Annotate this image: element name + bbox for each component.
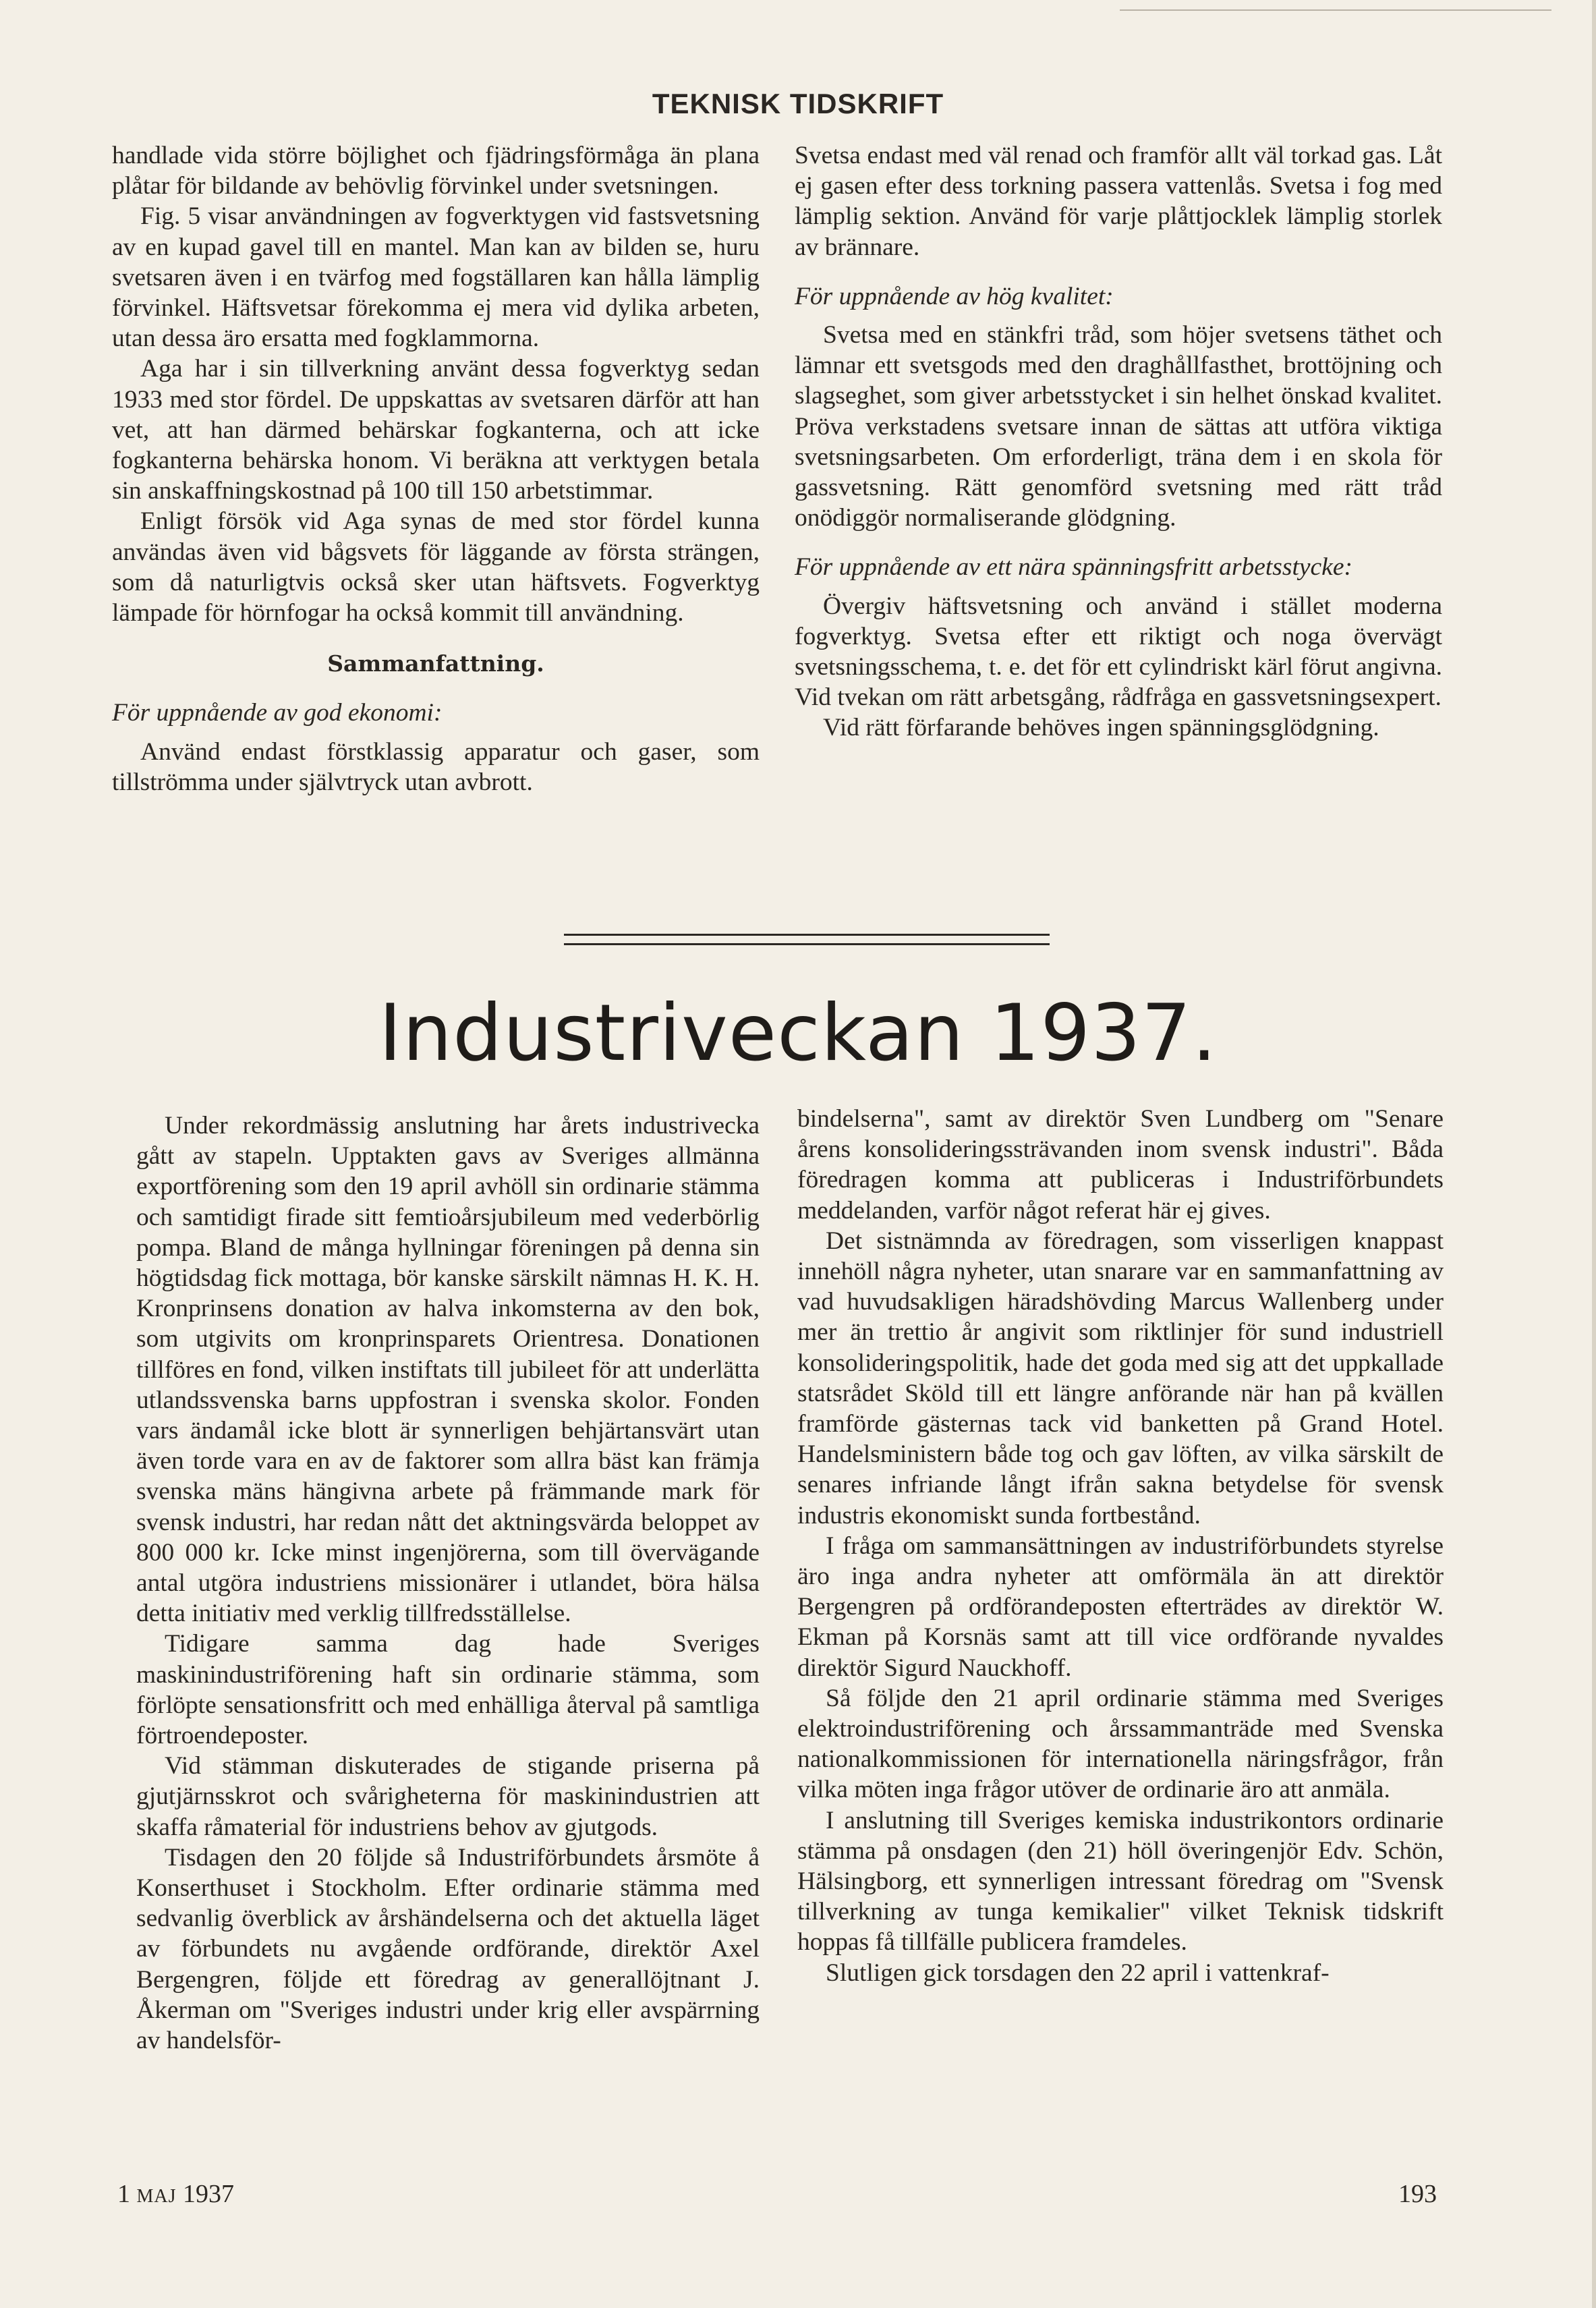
paragraph: Enligt försök vid Aga synas de med stor fördel kunna användas även vid bågsvets för läggande av första strängen, som då naturligtvis också sker utan häftsvets. Fogverktyg lämpade för hörnfogar ha också kommit till användning. <box>112 507 760 627</box>
paragraph: Slutligen gick torsdagen den 22 april i vattenkraf- <box>826 1959 1330 1987</box>
paragraph: Vid rätt förfarande behöves ingen spänningsglödgning. <box>823 714 1379 742</box>
paragraph: Så följde den 21 april ordinarie stämma med Sveriges elektroindustriförening och årssammanträde med Svenska nationalkommissionen för internationella näringsfrågor, från vilka möten inga frågor utöver de ordinarie äro att anmäla. <box>797 1684 1444 1804</box>
scan-edge-line <box>1120 9 1551 11</box>
upper-left-column <box>112 140 760 797</box>
paragraph: Tisdagen den 20 följde så Industriförbundets årsmöte å Konserthuset i Stockholm. Efter ordinarie stämma med sedvanlig överblick av årshändelserna och det aktuella läget av förbundets nu avgående ordförande, direktör Axel Bergengren, följde ett föredrag av generallöjtnant J. Åkerman om "Sveriges industri under krig eller avspärrning av handelsför- <box>136 1843 760 2055</box>
issue-date <box>117 2179 234 2209</box>
paragraph: Svetsa endast med väl renad och framför allt väl torkad gas. Låt ej gasen efter dess torkning passera vattenlås. Svetsa i fog med lämplig sektion. Använd för varje plåttjocklek lämplig storlek av brännare. <box>795 142 1442 261</box>
page-edge <box>1592 0 1596 2308</box>
paragraph: bindelserna", samt av direktör Sven Lundberg om "Senare årens konsolideringssträvanden inom svensk industri". Båda föredragen komma att publiceras i Industriförbundets meddelanden, varför något referat här ej gives. <box>797 1105 1444 1225</box>
paragraph: handlade vida större böjlighet och fjädringsförmåga än plana plåtar för bildande av behövlig förvinkel under svetsningen. <box>112 142 760 200</box>
paragraph: Svetsa med en stänkfri tråd, som höjer svetsens täthet och lämnar ett svetsgods med den draghållfasthet, brottöjning och slagseghet, som giver arbetsstycket i sin helhet önskad kvalitet. Pröva verkstadens svetsare innan de sättas att utföra viktiga svetsningsarbeten. Om erforderligt, träna dem i en skola för gassvetsning. Rätt genomförd svetsning med rätt tråd onödiggör normaliserande glödgning. <box>795 321 1442 532</box>
paragraph: I anslutning till Sveriges kemiska industrikontors ordinarie stämma på onsdagen (den 21) höll överingenjör Edv. Schön, Hälsingborg, ett synnerligen intressant föredrag om "Svensk tillverkning av tunga kemikalier" vilket Teknisk tidskrift hoppas få tillfälle publicera framdeles. <box>797 1806 1444 1957</box>
paragraph: Det sistnämnda av föredragen, som visserligen knappast innehöll några nyheter, utan snarare var en sammanfattning av vad huvudsakligen häradshövding Marcus Wallenberg under mer än trettio år angivit som riktlinjer för sund industriell konsolideringspolitik, hade det goda med sig att det uppkallade statsrådet Sköld till ett längre anförande när han på kvällen framförde gästernas tack vid banketten på Grand Hotel. Handelsministern både tog och gav löften, av vilka särskilt de senares infriande långt ifrån sakna betydelse för svensk industris ekonomiskt sunda fortbestånd. <box>797 1227 1444 1529</box>
stress-heading: För uppnående av ett nära spänningsfritt arbetsstycke: <box>795 553 1352 582</box>
upper-right-column <box>795 140 1442 743</box>
paragraph: Tidigare samma dag hade Sveriges maskinindustriförening haft sin ordinarie stämma, som förlöpte sensationsfritt och med enhälliga återval på samtliga förtroendeposter. <box>136 1630 760 1750</box>
separator-rule <box>564 943 1050 945</box>
summary-heading: Sammanfattning. <box>327 650 544 677</box>
article-left-column <box>136 1110 760 2056</box>
paragraph: Under rekordmässig anslutning har årets industrivecka gått av stapeln. Upptakten gavs av Sveriges allmänna exportförening som den 19 april avhöll sin ordinarie stämma och samtidigt firade sitt femtioårsjubileum med vederbörlig pompa. Bland de många hyllningar föreningen på denna sin högtidsdag fick mottaga, bör kanske särskilt nämnas H. K. H. Kronprinsens donation av halva inkomsterna av den bok, som utgivits om kronprinsparets Orientresa. Donationen tillföres en fond, vilken instiftats till jubileet för att underlätta utlandssvenska barns uppfostran i svenska skolor. Fonden vars ändamål icke blott är synnerligen behjärtansvärt utan även torde vara en av de faktorer som allra bäst kan främja svenska mäns hängivna arbete på främmande mark för svensk industri, har redan nått det aktningsvärda beloppet av 800 000 kr. Icke minst ingenjörerna, som till övervägande antal utgöra industriens missionärer i utlandet, böra hälsa detta initiativ med verklig tillfredsställelse. <box>136 1112 760 1628</box>
paragraph: Vid stämman diskuterades de stigande priserna på gjutjärnsskrot och svårigheterna för maskinindustrien att skaffa råmaterial för industriens behov av gjutgods. <box>136 1752 760 1841</box>
paragraph: Fig. 5 visar användningen av fogverktygen vid fastsvetsning av en kupad gavel till en mantel. Man kan av bilden se, huru svetsaren även i en tvärfog med fogställaren kan hålla lämplig förvinkel. Häftsvetsar förekomma ej mera vid dylika arbeten, utan dessa äro ersatta med fogklammorna. <box>112 202 760 353</box>
issue-month: MAJ <box>136 2186 177 2207</box>
issue-day: 1 <box>117 2180 130 2208</box>
page-number: 193 <box>1398 2180 1437 2208</box>
quality-heading: För uppnående av hög kvalitet: <box>795 282 1114 310</box>
paragraph: Använd endast förstklassig apparatur och gaser, som tillströmma under självtryck utan avbrott. <box>112 737 760 796</box>
article-right-column <box>797 1104 1444 1988</box>
economy-heading: För uppnående av god ekonomi: <box>112 699 443 727</box>
running-head: TEKNISK TIDSKRIFT <box>652 88 944 119</box>
article-headline: Industriveckan 1937. <box>378 988 1218 1079</box>
separator-rule <box>564 934 1050 936</box>
paragraph: Övergiv häftsvetsning och använd i stället moderna fogverktyg. Svetsa efter ett riktigt och noga övervägt svetsningsschema, t. e. det för ett cylindriskt kärl förut angivna. Vid tvekan om rätt arbetsgång, rådfråga en gassvetsningsexpert. <box>795 592 1442 712</box>
paragraph: I fråga om sammansättningen av industriförbundets styrelse äro inga andra nyheter att omförmäla än att direktör Bergengren på ordförandeposten efterträdes av direktör W. Ekman på Korsnäs samt att till vice ordförande nyvaldes direktör Sigurd Nauckhoff. <box>797 1531 1444 1682</box>
paragraph: Aga har i sin tillverkning använt dessa fogverktyg sedan 1933 med stor fördel. De uppskattas av svetsaren därför att han vet, att han därmed behärskar fogkanterna, och att icke fogkanterna behärska honom. Vi beräkna att verktygen betala sin anskaffningskostnad på 100 till 150 arbetstimmar. <box>112 355 760 505</box>
issue-year: 1937 <box>183 2180 235 2208</box>
